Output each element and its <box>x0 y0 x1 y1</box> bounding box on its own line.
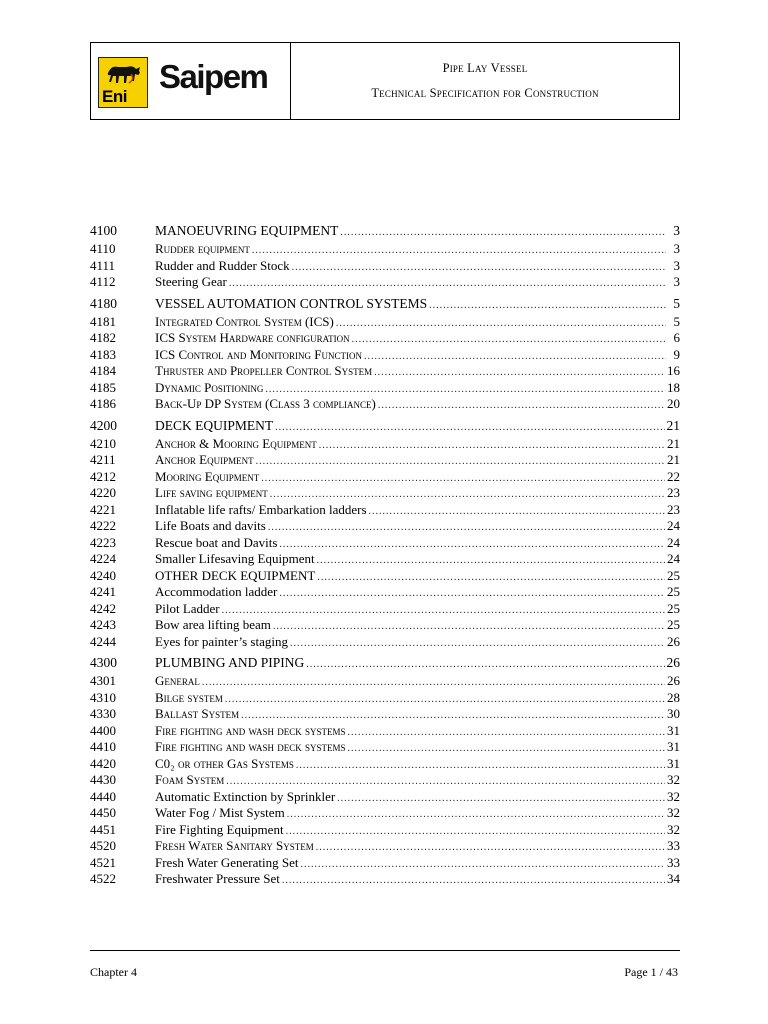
toc-page-number: 25 <box>667 600 680 616</box>
toc-section-title: Bow area lifting beam <box>155 617 271 632</box>
toc-section-title: Fire fighting and wash deck systems <box>155 722 346 738</box>
toc-entry[interactable] <box>90 416 680 436</box>
toc-entry[interactable] <box>90 739 680 756</box>
toc-section-title: Accommodation ladder <box>155 584 278 599</box>
toc-section-title: Life Boats and davits <box>155 518 266 533</box>
toc-section-number: 4450 <box>90 805 116 820</box>
toc-entry[interactable] <box>90 855 680 872</box>
toc-section-number: 4440 <box>90 788 116 804</box>
toc-entry[interactable] <box>90 518 680 535</box>
toc-section-title: OTHER DECK EQUIPMENT <box>155 567 316 583</box>
toc-section-number: 4111 <box>90 257 116 273</box>
toc-section-number: 4180 <box>90 295 117 311</box>
toc-section-number: 4241 <box>90 584 116 599</box>
toc-dot-leader <box>378 398 665 415</box>
toc-dot-leader <box>290 636 665 653</box>
toc-section-number: 4451 <box>90 821 116 837</box>
toc-entry-body <box>155 294 680 316</box>
toc-entry-body <box>155 274 680 293</box>
toc-section-number: 4224 <box>90 551 116 566</box>
toc-entry-body <box>155 871 680 890</box>
toc-section-title: Integrated Control System (ICS) <box>155 313 334 329</box>
toc-entry[interactable] <box>90 274 680 291</box>
toc-entry[interactable] <box>90 551 680 568</box>
toc-entry[interactable] <box>90 380 680 397</box>
toc-page-number: 21 <box>666 417 680 433</box>
toc-section-number: 4420 <box>90 755 116 771</box>
toc-page-number: 24 <box>667 534 680 550</box>
toc-entry[interactable] <box>90 314 680 331</box>
toc-entry[interactable] <box>90 347 680 364</box>
eni-label: Eni <box>102 87 127 106</box>
toc-entry[interactable] <box>90 690 680 707</box>
toc-page-number: 23 <box>667 485 680 500</box>
toc-section-title: Steering Gear <box>155 274 227 289</box>
toc-page-number: 18 <box>667 379 680 395</box>
footer-divider <box>90 950 680 951</box>
toc-section-number: 4522 <box>90 871 116 886</box>
toc-entry[interactable] <box>90 789 680 806</box>
footer-page-number: Page 1 / 43 <box>624 965 678 979</box>
saipem-logo-text: Saipem <box>159 58 268 95</box>
toc-entry[interactable] <box>90 772 680 789</box>
toc-entry[interactable] <box>90 601 680 618</box>
toc-section-title: Inflatable life rafts/ Embarkation ladders <box>155 501 367 517</box>
toc-section-number: 4183 <box>90 346 116 362</box>
toc-page-number: 9 <box>673 346 680 362</box>
toc-section-title: Anchor Equipment <box>155 452 254 467</box>
toc-page-number: 20 <box>667 396 680 411</box>
toc-page-number: 26 <box>667 673 680 688</box>
toc-page-number: 3 <box>673 257 680 273</box>
toc-section-title: Dynamic Positioning <box>155 379 264 395</box>
toc-section-number: 4181 <box>90 313 116 329</box>
toc-section-number: 4310 <box>90 689 116 705</box>
toc-entry[interactable] <box>90 330 680 347</box>
toc-section-number: 4242 <box>90 600 116 616</box>
toc-section-title: Thruster and Propeller Control System <box>155 363 373 378</box>
toc-entry[interactable] <box>90 502 680 519</box>
toc-section-number: 4184 <box>90 363 116 378</box>
toc-entry[interactable] <box>90 221 680 241</box>
toc-page-number: 25 <box>667 567 680 583</box>
toc-page-number: 3 <box>673 223 680 238</box>
toc-section-number: 4430 <box>90 772 116 787</box>
toc-section-title: Back-Up DP System (Class 3 compliance) <box>155 396 376 411</box>
toc-section-number: 4330 <box>90 706 116 721</box>
toc-entry[interactable] <box>90 617 680 634</box>
toc-page-number: 32 <box>667 805 680 820</box>
toc-entry[interactable] <box>90 469 680 486</box>
toc-page-number: 3 <box>673 274 680 289</box>
toc-entry[interactable] <box>90 535 680 552</box>
toc-entry-body <box>155 653 680 675</box>
document-header <box>90 42 680 120</box>
toc-section-number: 4223 <box>90 534 116 550</box>
toc-section-number: 4244 <box>90 633 116 649</box>
eni-logo <box>98 57 148 108</box>
toc-section-title: Ballast System <box>155 706 240 721</box>
toc-entry[interactable] <box>90 584 680 601</box>
toc-page-number: 16 <box>667 363 680 378</box>
toc-page-number: 28 <box>667 689 680 705</box>
toc-entry[interactable] <box>90 258 680 275</box>
toc-page-number: 26 <box>667 633 680 649</box>
toc-entry[interactable] <box>90 436 680 453</box>
toc-page-number: 24 <box>667 551 680 566</box>
toc-section-number: 4212 <box>90 468 116 484</box>
toc-page-number: 5 <box>673 295 680 311</box>
toc-entry-body <box>155 221 680 243</box>
toc-entry[interactable] <box>90 723 680 740</box>
toc-page-number: 21 <box>667 435 680 451</box>
toc-page-number: 33 <box>667 854 680 870</box>
six-legged-dog-icon <box>105 61 143 87</box>
toc-dot-leader <box>340 223 666 243</box>
toc-section-number: 4112 <box>90 274 116 289</box>
table-of-contents <box>90 218 680 888</box>
toc-dot-leader <box>229 276 666 293</box>
toc-section-number: 4200 <box>90 417 117 433</box>
footer-chapter: Chapter 4 <box>90 965 137 979</box>
toc-entry[interactable] <box>90 568 680 585</box>
toc-section-title: Water Fog / Mist System <box>155 805 285 820</box>
toc-section-title: Rudder and Rudder Stock <box>155 257 290 273</box>
toc-section-number: 4301 <box>90 673 116 688</box>
toc-section-number: 4220 <box>90 485 116 500</box>
toc-section-title: Freshwater Pressure Set <box>155 871 280 886</box>
toc-dot-leader <box>306 655 664 675</box>
toc-page-number: 32 <box>667 821 680 837</box>
toc-entry[interactable] <box>90 485 680 502</box>
toc-section-title: MANOEUVRING EQUIPMENT <box>155 223 339 238</box>
toc-section-number: 4182 <box>90 330 116 345</box>
toc-page-number: 32 <box>667 788 680 804</box>
toc-page-number: 25 <box>667 617 680 632</box>
toc-entry[interactable] <box>90 871 680 888</box>
toc-section-title: Fresh Water Generating Set <box>155 854 299 870</box>
toc-page-number: 3 <box>673 241 680 256</box>
toc-section-title: Fresh Water Sanitary System <box>155 838 314 853</box>
toc-page-number: 26 <box>666 655 680 670</box>
toc-entry[interactable] <box>90 706 680 723</box>
toc-section-number: 4211 <box>90 452 116 467</box>
toc-page-number: 5 <box>673 313 680 329</box>
toc-page-number: 24 <box>667 518 680 533</box>
toc-page-number: 6 <box>673 330 680 345</box>
toc-entry[interactable] <box>90 452 680 469</box>
toc-section-title: Anchor & Mooring Equipment <box>155 435 317 451</box>
toc-section-title: Rudder equipment <box>155 241 250 256</box>
toc-section-number: 4300 <box>90 655 117 670</box>
logo-cell <box>91 43 291 119</box>
toc-section-number: 4186 <box>90 396 116 411</box>
toc-page-number: 32 <box>667 772 680 787</box>
toc-page-number: 31 <box>667 755 680 771</box>
toc-entry[interactable] <box>90 294 680 314</box>
toc-section-number: 4243 <box>90 617 116 632</box>
toc-page-number: 31 <box>667 722 680 738</box>
toc-section-title: DECK EQUIPMENT <box>155 417 274 433</box>
toc-page-number: 22 <box>667 468 680 484</box>
toc-section-title: C0₂ or other Gas Systems <box>155 755 294 771</box>
toc-entry-body <box>155 396 680 415</box>
toc-entry[interactable] <box>90 396 680 413</box>
toc-page-number: 33 <box>667 838 680 853</box>
toc-section-number: 4110 <box>90 241 116 256</box>
toc-section-title: Fire fighting and wash deck systems <box>155 739 346 754</box>
toc-section-title: PLUMBING AND PIPING <box>155 655 305 670</box>
toc-section-title: Smaller Lifesaving Equipment <box>155 551 315 566</box>
toc-entry-body <box>155 416 680 438</box>
toc-dot-leader <box>282 873 665 890</box>
toc-entry[interactable] <box>90 363 680 380</box>
toc-section-title: Foam System <box>155 772 225 787</box>
toc-page-number: 25 <box>667 584 680 599</box>
toc-section-title: Pilot Ladder <box>155 600 220 616</box>
toc-section-title: Bilge system <box>155 689 223 705</box>
toc-section-number: 4100 <box>90 223 117 238</box>
header-line-2: Technical Specification for Construction <box>371 86 599 100</box>
toc-page-number: 34 <box>667 871 680 886</box>
toc-section-title: Fire Fighting Equipment <box>155 821 284 837</box>
toc-entry[interactable] <box>90 673 680 690</box>
toc-entry[interactable] <box>90 634 680 651</box>
toc-section-title: Mooring Equipment <box>155 468 260 484</box>
toc-entry[interactable] <box>90 805 680 822</box>
toc-section-title: ICS Control and Monitoring Function <box>155 346 363 362</box>
toc-entry[interactable] <box>90 241 680 258</box>
toc-section-title: Life saving equipment <box>155 485 268 500</box>
toc-page-number: 23 <box>667 501 680 517</box>
toc-section-number: 4185 <box>90 379 116 395</box>
toc-dot-leader <box>275 418 664 438</box>
toc-section-number: 4520 <box>90 838 116 853</box>
toc-page-number: 30 <box>667 706 680 721</box>
toc-section-title: Automatic Extinction by Sprinkler <box>155 788 336 804</box>
toc-section-title: VESSEL AUTOMATION CONTROL SYSTEMS <box>155 295 428 311</box>
toc-page-number: 31 <box>667 739 680 754</box>
toc-section-number: 4410 <box>90 739 116 754</box>
toc-section-title: General <box>155 673 200 688</box>
header-title-cell <box>291 43 679 119</box>
toc-entry[interactable] <box>90 653 680 673</box>
toc-entry[interactable] <box>90 756 680 773</box>
toc-section-number: 4221 <box>90 501 116 517</box>
toc-section-title: Rescue boat and Davits <box>155 534 278 550</box>
toc-section-number: 4240 <box>90 567 116 583</box>
toc-section-number: 4400 <box>90 722 116 738</box>
header-line-1: Pipe Lay Vessel <box>442 61 528 75</box>
toc-entry[interactable] <box>90 838 680 855</box>
toc-entry-body <box>155 634 680 653</box>
toc-section-number: 4210 <box>90 435 116 451</box>
toc-dot-leader <box>429 296 666 316</box>
toc-page-number: 21 <box>667 452 680 467</box>
toc-section-number: 4222 <box>90 518 116 533</box>
toc-section-number: 4521 <box>90 854 116 870</box>
toc-entry[interactable] <box>90 822 680 839</box>
toc-section-title: Eyes for painter’s staging <box>155 633 288 649</box>
toc-section-title: ICS System Hardware configuration <box>155 330 350 345</box>
